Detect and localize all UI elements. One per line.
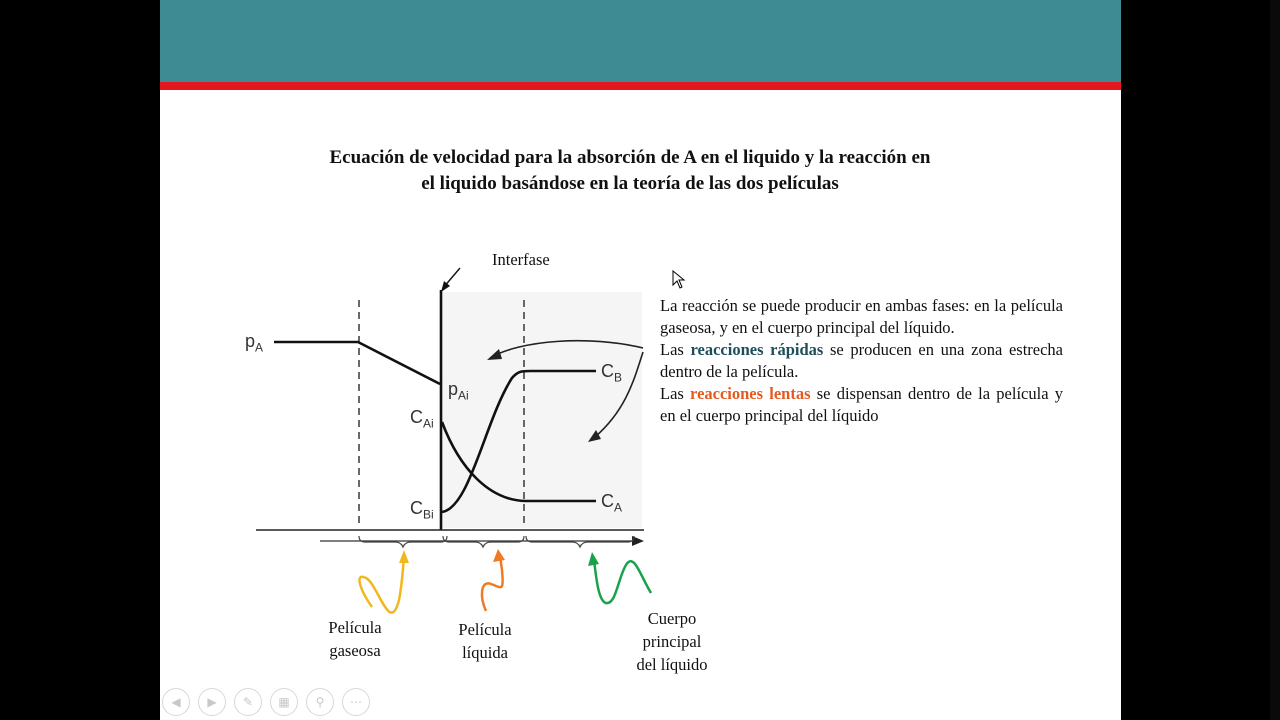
pen-icon[interactable]: ✎ [234, 688, 262, 716]
interface-label: Interfase [492, 250, 550, 269]
slides-icon[interactable]: ▦ [270, 688, 298, 716]
next-icon[interactable]: ▶ [198, 688, 226, 716]
prev-icon[interactable]: ◀ [162, 688, 190, 716]
liquid-film-squiggle [482, 556, 503, 611]
title-line-2: el liquido basándose en la teoría de las dos películas [421, 173, 839, 194]
gas-film-squiggle-head [399, 550, 409, 563]
slide-nav-toolbar [162, 688, 370, 716]
paragraph-3: Las reacciones lentas se dispensan dentro de la película y en el cuerpo principal del líquido [660, 384, 1063, 425]
bulk-squiggle [594, 560, 651, 603]
fast-reactions-highlight: reacciones rápidas [690, 340, 824, 359]
slide [160, 0, 1121, 720]
slow-reactions-highlight: reacciones lentas [690, 384, 811, 403]
CA-label: $C_A$ [601, 491, 623, 515]
liquid-film-squiggle-head [493, 549, 505, 562]
CAi-label: $C_{Ai}$ [410, 407, 434, 431]
zoom-icon[interactable]: ⚲ [306, 688, 334, 716]
title-line-1: Ecuación de velocidad para la absorción de A en el liquido y la reacción en [329, 147, 931, 168]
more-icon[interactable]: ⋯ [342, 688, 370, 716]
explanation-text [660, 295, 1063, 427]
CBi-label: $C_{Bi}$ [410, 498, 434, 522]
interface-pointer-head [441, 281, 450, 292]
CB-label: $C_B$ [601, 361, 623, 385]
right-edge-strip [1270, 0, 1280, 720]
gas-film-squiggle [359, 556, 404, 613]
pA-label: $p_A$ [245, 331, 264, 355]
liquid-film-label: Película líquida [458, 620, 512, 662]
bulk-squiggle-head [588, 552, 599, 566]
paragraph-1: La reacción se puede producir en ambas fases: en la película gaseosa, y en el cuerpo principal del líquido. [660, 296, 1063, 337]
mouse-pointer-icon [672, 270, 686, 290]
pAi-label: $p_{Ai}$ [448, 379, 469, 403]
paragraph-2: Las reacciones rápidas se producen en una zona estrecha dentro de la película. [660, 340, 1063, 381]
gas-film-label: Película gaseosa [328, 618, 382, 660]
pA-profile [274, 342, 440, 384]
bulk-liquid-label: Cuerpo principal del líquido [636, 609, 708, 674]
